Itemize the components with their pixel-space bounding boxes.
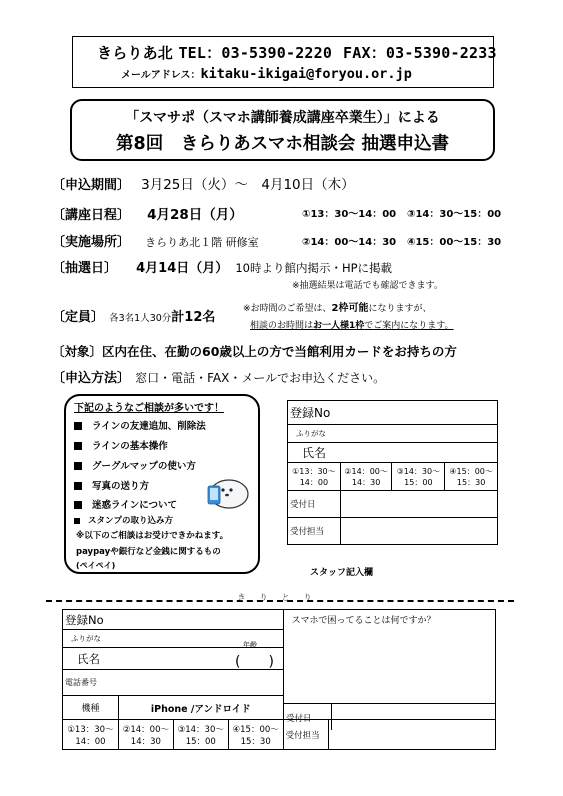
page-title: 第8回 きらりあスマホ相談会 抽選申込書 [116,134,449,154]
form-received-by-label: 受付担当 [283,720,328,750]
bullet-square-icon [74,518,80,524]
staff-received-by-field[interactable] [340,518,497,545]
seal-mascot-icon [204,472,250,512]
slot-start: ②14：00～ [122,724,169,735]
list-item-text: グーグルマップの使い方 [92,461,196,472]
period-value: 3月25日（火）～ 4月10日（木） [141,177,355,193]
staff-furigana-label: ふりがな [288,425,498,443]
slot-start: ④15：00～ [232,724,279,735]
staff-name-label: 氏名 [288,443,498,463]
slot-start: ①13：30～ [67,724,114,735]
capacity-total: 計12名 [171,310,216,325]
capacity-detail: 各3名1人30分 [109,313,172,324]
staff-received-date-field[interactable] [340,491,497,518]
cut-label: きりとり [237,593,326,602]
list-item [74,497,177,511]
form-question-field[interactable] [283,630,495,720]
form-received-date-divider [331,703,332,730]
method-label: 〔申込方法〕 [52,371,131,386]
slot-end: 14：00 [299,477,329,487]
staff-slot-1[interactable] [288,463,341,491]
slot-4: ④15：00～15：30 [407,237,502,248]
bullet-square-icon [74,501,82,509]
form-slot-3[interactable] [173,720,228,750]
staff-slot-2[interactable] [340,463,392,491]
capacity-label: 〔定員〕 [52,310,105,325]
form-name-label: 氏名 [77,651,100,666]
slot-start: ④15：00～ [449,466,493,476]
slot-end: 14：00 [75,736,106,747]
slot-end: 15：00 [185,736,216,747]
tel-label: TEL： [178,44,222,62]
date-row [52,203,243,223]
form-received-date-label: 受付日 [286,714,312,724]
mail-label: メールアドレス： [121,70,201,81]
list-item-text: 写真の送り方 [92,481,150,492]
cap-note-1c: になりますが、 [368,304,432,314]
fax-number: 03-5390-2233 [385,44,497,62]
lottery-note: 10時より館内掲示・HPに掲載 [235,261,393,275]
period-label: 〔申込期間〕 [52,178,131,193]
form-question-label: スマホで困ってることは何ですか？ [283,610,495,630]
lottery-date: 4月14日（月） [136,261,229,276]
cap-note-2a: 相談のお時間は [250,321,314,331]
target-text: 〔対象〕区内在住、在勤の60歳以上の方で当館利用カードをお持ちの方 [52,344,457,359]
form-furigana-label: ふりがな [63,630,284,648]
list-item [74,438,168,452]
tel-number: 03-5390-2220 [221,44,333,62]
staff-received-date-label: 受付日 [288,491,341,518]
staff-slot-3[interactable] [392,463,445,491]
slot-end: 15：00 [404,477,433,487]
method-value: 窓口・電話・FAX・メールでお申込ください。 [135,371,386,385]
slot-start: ③14：30～ [177,724,224,735]
form-phone-label: 電話番号 [63,670,284,696]
cap-note-2b: お一人様1枠 [313,321,365,331]
target-row [52,341,457,360]
cap-note-1b: 2枠可能 [331,303,369,314]
list-item-text: 迷惑ラインについて [92,500,178,511]
capacity-note-1 [243,299,432,314]
list-item [74,478,149,492]
form-received-by-field[interactable] [328,720,495,750]
form-slot-4[interactable] [228,720,283,750]
date-label: 〔講座日程〕 [52,208,131,223]
slot-end: 14：30 [351,477,381,487]
application-form-table [62,609,496,750]
venue-value: きらりあ北１階 研修室 [145,236,259,249]
contact-box [72,36,497,88]
slot-1: ①13：30～14：00 [302,209,397,220]
consultation-examples-box [64,394,260,574]
title-box [70,99,495,161]
form-reg-no-field[interactable] [173,610,283,630]
lottery-row [52,257,392,276]
contact-line [97,42,497,63]
exclusion-note: ※以下のご相談はお受けできかねます。 [76,531,229,541]
method-row [52,367,385,386]
slot-end: 15：30 [456,477,486,487]
bullet-square-icon [74,442,82,450]
capacity-row [52,306,215,325]
exclusion-subitem: (ペイペイ) [76,561,116,570]
cap-note-2c: でご案内になります。 [364,321,454,331]
staff-reg-no-field[interactable] [340,401,497,425]
title-subtitle: 「スマサポ（スマホ講師養成講座卒業生）」による [125,110,440,126]
form-received-date-top-border [283,703,496,704]
examples-heading: 下記のようなご相談が多いです！ [74,403,224,414]
list-item-text: ラインの基本操作 [92,441,168,452]
exclusion-item: paypayや銀行など金銭に関するもの [76,547,221,557]
staff-received-by-label: 受付担当 [288,518,341,545]
lottery-label: 〔抽選日〕 [52,261,118,276]
capacity-note-2 [250,318,454,331]
facility-name: きらりあ北 [97,44,174,62]
mail-address: kitaku-ikigai@foryou.or.jp [200,66,412,82]
bullet-square-icon [74,422,82,430]
bullet-square-icon [74,482,82,490]
staff-caption: スタッフ記入欄 [310,568,374,578]
form-received-date-left-border [283,703,284,730]
staff-slot-4[interactable] [445,463,498,491]
list-item [74,458,196,472]
form-slot-1[interactable] [63,720,119,750]
fax-label: FAX： [343,44,386,62]
form-model-field[interactable]: iPhone /アンドロイド [118,696,283,720]
slot-3: ③14：30～15：00 [407,209,502,220]
slot-start: ②14：00～ [344,466,388,476]
slot-start: ①13：30～ [292,466,336,476]
lottery-subnote: ※抽選結果は電話でも確認できます。 [292,281,443,291]
list-item-text: ラインの友達追加、削除法 [92,421,206,432]
list-item [74,514,173,526]
slot-end: 14：30 [130,736,161,747]
slot-start: ③14：30～ [396,466,441,476]
bullet-square-icon [74,462,82,470]
list-item [74,418,206,432]
venue-label: 〔実施場所〕 [52,235,131,250]
form-name-row[interactable] [63,641,284,670]
form-reg-no-label: 登録No [63,610,174,630]
period-row [52,173,355,193]
form-age-label: 年齢 [243,641,257,649]
form-age-field[interactable]: ( ) [235,654,274,670]
slot-end: 15：30 [240,736,271,747]
staff-reg-no-label: 登録No [288,401,341,425]
form-slot-2[interactable] [118,720,173,750]
date-value: 4月28日（月） [147,207,243,223]
slot-2: ②14：00～14：30 [302,237,397,248]
cap-note-1a: ※お時間のご希望は、 [243,304,332,314]
staff-entry-table [287,400,498,545]
mail-line [121,66,412,82]
list-item-text: スタンプの取り込み方 [88,516,174,526]
venue-row [52,231,259,250]
form-model-label: 機種 [63,696,119,720]
